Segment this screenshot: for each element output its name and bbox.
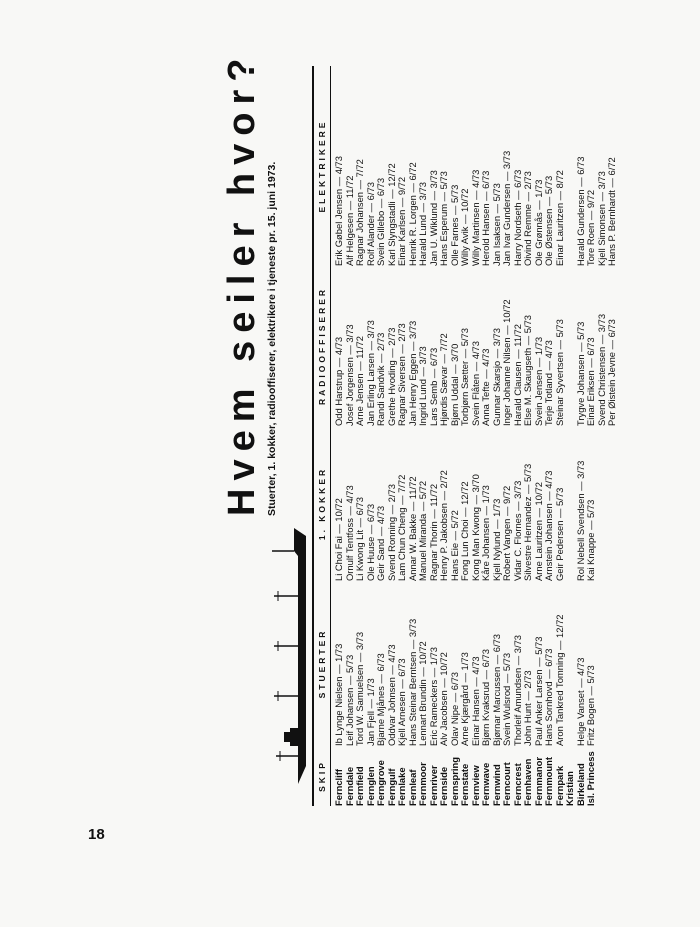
elektrikere-entry: Olle Farnes — 5/73 <box>448 184 460 266</box>
header-kokker: 1. KOKKER <box>317 466 327 541</box>
ships-entry: Fernstate <box>459 763 470 806</box>
radio-entry: Lars Semb — 6/73 <box>427 347 439 426</box>
radio-entry: Inger Johanne Nilsen — 10/72 <box>501 299 512 426</box>
stuerter-entry: Alv Jacobsen — 10/72 <box>438 652 449 746</box>
radio-entry <box>565 266 576 426</box>
header-skip: SKIP <box>317 760 327 792</box>
kokker-entry: Fong Lun Choi — 12/72 <box>459 481 470 581</box>
kokker-entry: Geir Sand — 4/73 <box>375 505 386 581</box>
kokker-entry: Annar W. Bakke — 11/72 <box>406 476 418 581</box>
stuerter-entry: Thorleif Amundsen — 3/73 <box>511 635 523 746</box>
stuerter-entry: Einar Hansen — 4/73 <box>469 656 481 746</box>
stuerter-entry: Fritz Bogen — 5/73 <box>585 665 596 746</box>
kokker-entry: Svend Ronning — 2/73 <box>385 484 397 581</box>
page-subtitle: Stuerter, 1. kokker, radiooffiserer, elektrikere i tjeneste pr. 15. juni 1973. <box>266 161 278 516</box>
header-radiooffiserer: RADIOOFFISERER <box>317 286 327 406</box>
radio-entry: Svein Flåten — 4/73 <box>469 341 481 426</box>
column-stuerter <box>334 581 618 746</box>
ships-entry: Fernlake <box>396 767 407 806</box>
radio-entry: Ragnar Siversen — 2/73 <box>396 323 407 426</box>
elektrikere-entry: Rolf Alander — 6/73 <box>364 182 376 266</box>
kokker-entry: Ornulf Tentfoss — 4/73 <box>343 485 355 581</box>
radio-entry: Jan Erling Larsen — 3/73 <box>364 320 376 426</box>
column-kokker <box>334 426 618 581</box>
kokker-entry: Kjell Nylund — 1/73 <box>490 498 502 581</box>
radio-entry: Else M. Skaugseth — 5/73 <box>522 315 533 426</box>
elektrikere-entry: Jan U. Wiklund — 3/73 <box>427 170 439 266</box>
ships-entry: Fernleaf <box>406 769 418 806</box>
radio-entry: Josef Jorgensen — 3/73 <box>343 324 355 426</box>
ships-entry: Ferncliff <box>333 769 344 806</box>
elektrikere-entry: Tore Roen — 9/72 <box>585 189 596 266</box>
elektrikere-entry: Harald Gundersen — 6/73 <box>574 156 586 266</box>
radio-entry: Steinar Syvertsen — 5/73 <box>553 319 565 426</box>
ships-entry: Kristian <box>564 771 575 806</box>
kokker-entry: Manuel Miranda — 5/72 <box>417 480 428 581</box>
elektrikere-entry: Kjell Simonsen — 3/73 <box>595 171 607 266</box>
ships-entry: Ferncourt <box>501 762 512 806</box>
radio-entry: Per Øistein Jevne — 6/73 <box>606 319 617 426</box>
elektrikere-entry: Karl Slyngstadli — 12/72 <box>385 163 397 266</box>
radio-entry: Ingrid Lund — 3/73 <box>417 346 428 426</box>
radio-entry: Terje Totland — 4/73 <box>543 340 554 426</box>
stuerter-entry: Oddvar Johnsen — 4/73 <box>385 644 397 746</box>
ships-entry: Fernwave <box>480 762 491 806</box>
elektrikere-entry: Alf Helgesen — 11/72 <box>343 175 355 266</box>
ships-entry: Fernmount <box>543 757 554 806</box>
kokker-entry: Kåre Johansen — 1/73 <box>480 485 491 581</box>
stuerter-entry: Bjørnar Marcussen — 6/73 <box>490 633 502 746</box>
kokker-entry: Li Kwong Lit — 6/73 <box>354 497 365 581</box>
elektrikere-entry <box>565 66 576 266</box>
page-title: Hvem seiler hvor? <box>221 50 263 516</box>
header-stuerter: STUERTER <box>317 628 327 699</box>
stuerter-entry: Ib Lynge Nielsen — 1/73 <box>333 643 344 746</box>
radio-entry: Torbjørn Sætter — 5/73 <box>459 328 470 426</box>
elektrikere-entry: Ole Østensen — 5/73 <box>543 175 554 266</box>
elektrikere-entry: Einar Lauritzen — 8/72 <box>553 170 565 266</box>
elektrikere-entry: Jan Isaksen — 5/73 <box>490 183 502 266</box>
kokker-entry: Kong Man Kwong — 3/70 <box>469 474 481 581</box>
kokker-entry: Li Choi Fai — 10/72 <box>333 498 344 581</box>
stuerter-entry: Eric Rameckers — 1/73 <box>427 647 439 746</box>
stuerter-entry: Lennart Brundin — 10/72 <box>417 641 428 746</box>
radio-entry: Trygve Johansen — 5/73 <box>574 321 586 426</box>
radio-entry: Harald Clausen — 11/72 <box>511 324 523 426</box>
kokker-entry <box>565 426 576 581</box>
radio-entry: Svein Jensen — 1/73 <box>532 336 544 426</box>
stuerter-entry <box>565 581 576 746</box>
ships-entry: Fernmoor <box>417 762 428 806</box>
stuerter-entry: Aron Tankred Tomning — 12/72 <box>553 614 565 746</box>
kokker-entry: Hans Eie — 5/72 <box>448 510 460 581</box>
elektrikere-entry: Jan Ivar Gundersen — 3/73 <box>501 150 512 266</box>
kokker-entry: Silvestre Hernandez — 5/73 <box>522 463 533 581</box>
elektrikere-entry: Hans Esperum — 5/73 <box>438 171 449 266</box>
radio-entry: Grethe Hvoding — 2/73 <box>385 327 397 426</box>
elektrikere-entry: Herold Hansen — 6/73 <box>480 170 491 266</box>
radio-entry: Arne Jensen — 11/72 <box>354 336 365 426</box>
radio-entry: Svend Christensen — 3/73 <box>595 313 607 426</box>
elektrikere-entry: Henrik R. Lorgen — 6/72 <box>406 162 418 266</box>
stuerter-entry: Helge Vanset — 4/73 <box>574 657 586 746</box>
radio-entry: Jan Henry Eggen — 3/73 <box>406 320 418 426</box>
stuerter-entry: Arne Kjærgård — 1/73 <box>459 652 470 746</box>
ships-entry: Ferndale <box>343 766 355 806</box>
stuerter-entry: Olav Nipe — 6/73 <box>448 672 460 746</box>
ships-entry: Fernpark <box>553 765 565 806</box>
column-radiooffiserer <box>334 266 618 426</box>
crew-table <box>312 66 618 806</box>
kokker-entry: Geir Pedersen — 5/73 <box>553 487 565 581</box>
radio-entry: Gunnar Skarsjo — 3/73 <box>490 328 502 426</box>
ships-entry: Fernside <box>438 766 449 806</box>
kokker-entry: Henry P. Jakobsen — 2/72 <box>438 470 449 581</box>
radio-entry: Einar Eriksen — 6/73 <box>585 337 596 426</box>
elektrikere-entry: Harry Nordseth — 6/73 <box>511 169 523 266</box>
kokker-entry: Kai Knappe — 5/73 <box>585 499 596 581</box>
stuerter-entry: Svein Wulsrod — 5/73 <box>501 652 512 746</box>
kokker-entry: Rol Nebell Svendsen — 3/73 <box>574 460 586 581</box>
ships-entry: Fernhaven <box>522 758 533 806</box>
kokker-entry: Ragnar Thorin — 11/72 <box>427 483 439 581</box>
ships-entry: Fernriver <box>427 765 439 806</box>
stuerter-entry: Leif Johansen — 5/73 <box>343 654 355 746</box>
kokker-entry: Arnstein Johansen — 4/73 <box>543 470 554 581</box>
ships-entry: Fernspring <box>448 757 460 806</box>
rotated-content <box>220 50 700 806</box>
kokker-entry: Vidar C. Flornes — 3/73 <box>511 480 523 581</box>
elektrikere-entry: Willy Martinsen — 4/73 <box>469 169 481 266</box>
stuerter-entry: Hans Steinar Berntsen — 3/73 <box>406 618 418 746</box>
header-elektrikere: ELEKTRIKERE <box>317 119 327 213</box>
kokker-entry: Lam Chun Cheng — 7/72 <box>396 474 407 581</box>
stuerter-entry: Bjørn Kvaksrud — 6/73 <box>480 649 491 746</box>
page-number: 18 <box>88 826 105 843</box>
ships-entry: Ferngrove <box>375 760 386 806</box>
elektrikere-entry: Ole Grønnås — 1/73 <box>532 179 544 266</box>
ships-entry: Ferncrest <box>511 763 523 806</box>
elektrikere-entry: Harald Lund — 3/73 <box>417 182 428 266</box>
table-header <box>314 66 331 806</box>
ships-entry: Birkeland <box>574 763 586 806</box>
ship-illustration <box>268 526 308 786</box>
radio-entry: Randi Sandvik — 2/73 <box>375 332 386 426</box>
ships-entry: Fernwind <box>490 764 502 806</box>
radio-entry: Hjørdis Sævar — 7/72 <box>438 333 449 426</box>
elektrikere-entry: Erik Gøbel Jensen — 4/73 <box>333 156 344 266</box>
ships-entry: Fernmanor <box>532 757 544 806</box>
elektrikere-entry: Ragnar Johansen — 7/72 <box>354 159 365 266</box>
elektrikere-entry: Willy Avik — 10/72 <box>459 188 470 266</box>
stuerter-entry: Hans Sornhovd — 6/73 <box>543 648 554 746</box>
radio-entry: Bjørn Uddal — 3/70 <box>448 343 460 426</box>
elektrikere-entry: Svein Gillebo — 6/73 <box>375 177 386 266</box>
elektrikere-entry: Einar Karlsen — 9/72 <box>396 176 407 266</box>
kokker-entry: Robert Vangen — 9/72 <box>501 485 512 581</box>
ships-entry: Fernglen <box>364 766 376 806</box>
stuerter-entry: Tord W. Samuelsen — 3/73 <box>354 631 365 746</box>
radio-entry: Odd Harstrup — 4/73 <box>333 336 344 426</box>
column-elektrikere <box>334 66 618 266</box>
stuerter-entry: Kjell Arnesen — 6/73 <box>396 658 407 746</box>
ships-entry: Fernfield <box>354 766 365 806</box>
ships-entry: Fernview <box>469 765 481 806</box>
ships-entry: Ferngulf <box>385 768 397 806</box>
column-ships <box>334 746 618 806</box>
elektrikere-entry: Oivind Remme — 2/73 <box>522 171 533 266</box>
elektrikere-entry: Hans P. Bernhardt — 6/72 <box>606 157 617 266</box>
kokker-entry: Ole Huuse — 6/73 <box>364 503 376 581</box>
kokker-entry: Arne Lauritzen — 10/72 <box>532 481 544 581</box>
ships-entry: Isl. Princess <box>585 751 596 806</box>
stuerter-entry: Paul Anker Larsen — 5/73 <box>532 636 544 746</box>
stuerter-entry: Bjarne Mjånes — 6/73 <box>375 653 386 746</box>
stuerter-entry: Jan Fjell — 1/73 <box>364 678 376 746</box>
stuerter-entry: John Hunt — 2/73 <box>522 670 533 746</box>
radio-entry: Anna Tefte — 4/73 <box>480 348 491 426</box>
